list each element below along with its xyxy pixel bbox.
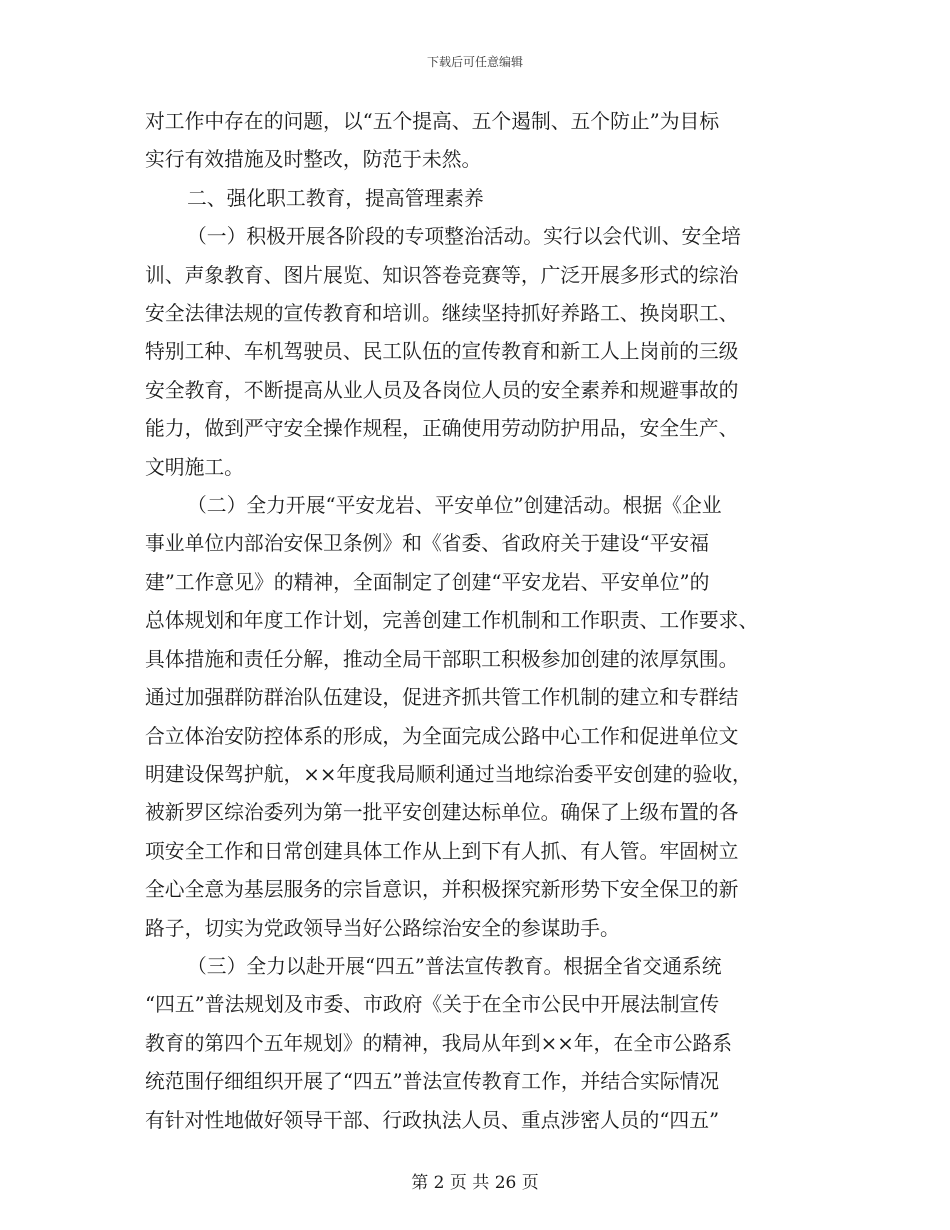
body-line: （二）全力开展“平安龙岩、平安单位”创建活动。根据《企业 <box>187 494 722 518</box>
body-line: 事业单位内部治安保卫条例》和《省委、省政府关于建设“平安福 <box>145 532 709 556</box>
body-line: 总体规划和年度工作计划，完善创建工作机制和工作职责、工作要求、 <box>145 609 759 633</box>
body-line: 被新罗区综治委列为第一批平安创建达标单位。确保了上级布置的各 <box>145 801 739 825</box>
page-number: 第 2 页 共 26 页 <box>411 1173 539 1193</box>
body-line: 实行有效措施及时整改，防范于未然。 <box>145 148 482 172</box>
body-line: 教育的第四个五年规划》的精神，我局从年到××年，在全市公路系 <box>145 1031 733 1055</box>
body-line: 通过加强群防群治队伍建设，促进齐抓共管工作机制的建立和专群结 <box>145 686 739 710</box>
body-line: 建”工作意见》的精神，全面制定了创建“平安龙岩、平安单位”的 <box>145 570 710 594</box>
body-line: 文明施工。 <box>145 455 244 479</box>
body-line: 具体措施和责任分解，推动全局干部职工积极参加创建的浓厚氛围。 <box>145 647 739 671</box>
body-line: 路子，切实为党政领导当好公路综治安全的参谋助手。 <box>145 916 620 940</box>
body-line: （三）全力以赴开展“四五”普法宣传教育。根据全省交通系统 <box>187 954 722 978</box>
body-line: 安全法律法规的宣传教育和培训。继续坚持抓好养路工、换岗职工、 <box>145 302 739 326</box>
body-line: 特别工种、车机驾驶员、民工队伍的宣传教育和新工人上岗前的三级 <box>145 340 739 364</box>
section-heading: 二、强化职工教育，提高管理素养 <box>187 186 484 210</box>
document-body <box>145 103 810 1140</box>
body-line: 能力，做到严守安全操作规程，正确使用劳动防护用品，安全生产、 <box>145 417 739 441</box>
body-line: 项安全工作和日常创建具体工作从上到下有人抓、有人管。牢固树立 <box>145 839 739 863</box>
body-line: 明建设保驾护航，××年度我局顺利通过当地综治委平安创建的验收， <box>145 762 752 786</box>
body-line: （一）积极开展各阶段的专项整治活动。实行以会代训、安全培 <box>187 225 741 249</box>
body-line: 安全教育，不断提高从业人员及各岗位人员的安全素养和规避事故的 <box>145 378 739 402</box>
body-line: 有针对性地做好领导干部、行政执法人员、重点涉密人员的“四五” <box>145 1108 720 1132</box>
body-line: 对工作中存在的问题，以“五个提高、五个遏制、五个防止”为目标 <box>145 110 720 133</box>
body-line: 合立体治安防控体系的形成，为全面完成公路中心工作和促进单位文 <box>145 724 739 748</box>
page-header: 下载后可任意编辑 <box>426 55 523 69</box>
body-line: “四五”普法规划及市委、市政府《关于在全市公民中开展法制宣传 <box>145 993 720 1017</box>
body-line: 全心全意为基层服务的宗旨意识，并积极探究新形势下安全保卫的新 <box>145 878 739 902</box>
body-line: 训、声象教育、图片展览、知识答卷竞赛等，广泛开展多形式的综治 <box>145 263 739 287</box>
body-line: 统范围仔细组织开展了“四五”普法宣传教育工作，并结合实际情况 <box>145 1070 720 1094</box>
